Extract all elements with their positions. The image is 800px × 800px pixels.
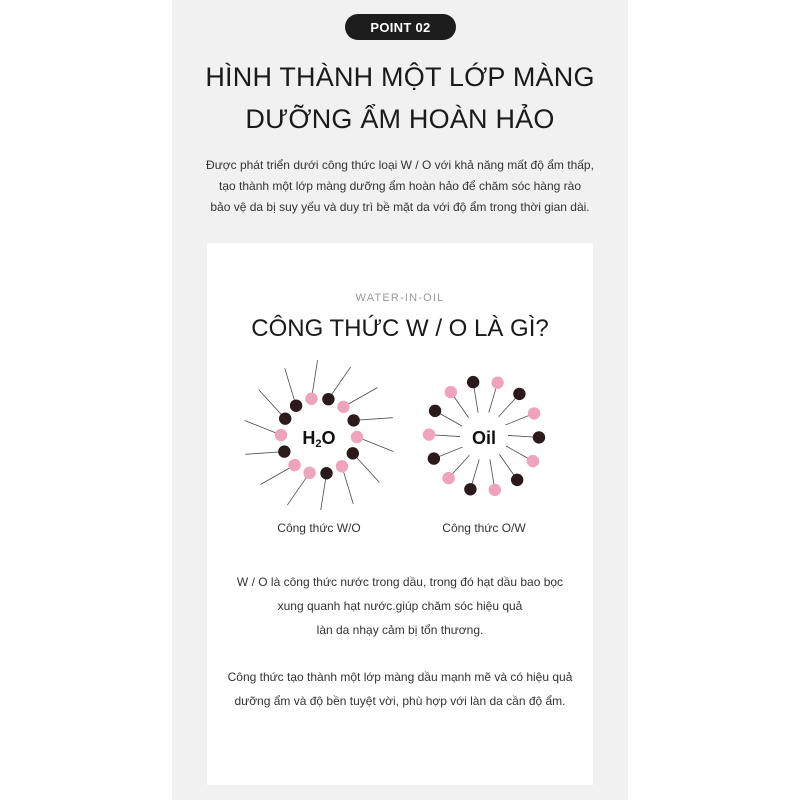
ow-molecule-head-8: [442, 472, 454, 484]
card-title: CÔNG THỨC W / O LÀ GÌ?: [251, 315, 549, 342]
wo-molecule-diagram: [245, 360, 394, 510]
ow-molecule-head-3: [533, 431, 545, 443]
wo-molecule-head-12: [290, 399, 302, 411]
wo-molecule-head-4: [347, 447, 359, 459]
description-line-1: Được phát triển dưới công thức loại W / O với khả năng mất độ ẩm thấp,: [206, 158, 594, 172]
ow-molecule-head-0: [491, 377, 503, 389]
headline-line-1: HÌNH THÀNH MỘT LỚP MÀNG: [205, 62, 595, 92]
ow-molecule-head-2: [528, 407, 540, 419]
ow-molecule-head-10: [423, 428, 435, 440]
wo-molecule-head-9: [278, 445, 290, 457]
caption-ow: Công thức O/W: [442, 521, 526, 535]
caption-wo: Công thức W/O: [277, 521, 361, 535]
card-subtitle: WATER-IN-OIL: [355, 292, 445, 304]
formula-diagrams: [207, 360, 593, 510]
paragraph1-line-2: xung quanh hạt nước.giúp chăm sóc hiệu quả: [277, 599, 523, 613]
paragraph1-line-1: W / O là công thức nước trong dầu, trong đó hạt dầu bao bọc: [236, 575, 564, 589]
ow-molecule-head-9: [428, 452, 440, 464]
wo-molecule-head-1: [337, 401, 349, 413]
wo-molecule-head-5: [336, 460, 348, 472]
description-line-3: bảo vệ da bị suy yếu và duy trì bề mặt da với độ ẩm trong thời gian dài.: [210, 200, 590, 214]
ow-molecule-head-6: [489, 484, 501, 496]
description-line-2: tạo thành một lớp màng dưỡng ẩm hoàn hảo để chăm sóc hàng rào: [219, 179, 581, 193]
ow-molecule-head-7: [464, 483, 476, 495]
paragraph1-line-3: làn da nhạy cảm bị tổn thương.: [316, 623, 484, 637]
wo-molecule-head-0: [322, 393, 334, 405]
point-badge: POINT 02: [345, 14, 456, 40]
ow-molecule-head-4: [527, 455, 539, 467]
ow-molecule-head-12: [445, 386, 457, 398]
wo-molecule-head-8: [288, 459, 300, 471]
headline-line-2: DƯỠNG ẨM HOÀN HẢO: [245, 104, 555, 134]
wo-molecule-head-3: [351, 431, 363, 443]
ow-molecule-head-13: [467, 376, 479, 388]
wo-molecule-head-13: [305, 393, 317, 405]
oil-label: Oil: [471, 428, 497, 448]
wo-molecule-head-2: [347, 414, 359, 426]
paragraph2-line-1: Công thức tạo thành một lớp màng dầu mạnh mẽ và có hiệu quả: [227, 670, 573, 684]
ow-molecule-head-1: [513, 388, 525, 400]
wo-molecule-head-10: [275, 429, 287, 441]
wo-molecule-head-6: [320, 467, 332, 479]
paragraph2-line-2: dưỡng ẩm và độ bền tuyệt vời, phù hợp với làn da cần độ ẩm.: [234, 694, 566, 708]
ow-molecule-head-11: [429, 405, 441, 417]
wo-molecule-head-7: [303, 467, 315, 479]
h2o-label: H2O: [302, 428, 336, 450]
wo-molecule-head-11: [279, 412, 291, 424]
ow-molecule-head-5: [511, 474, 523, 486]
